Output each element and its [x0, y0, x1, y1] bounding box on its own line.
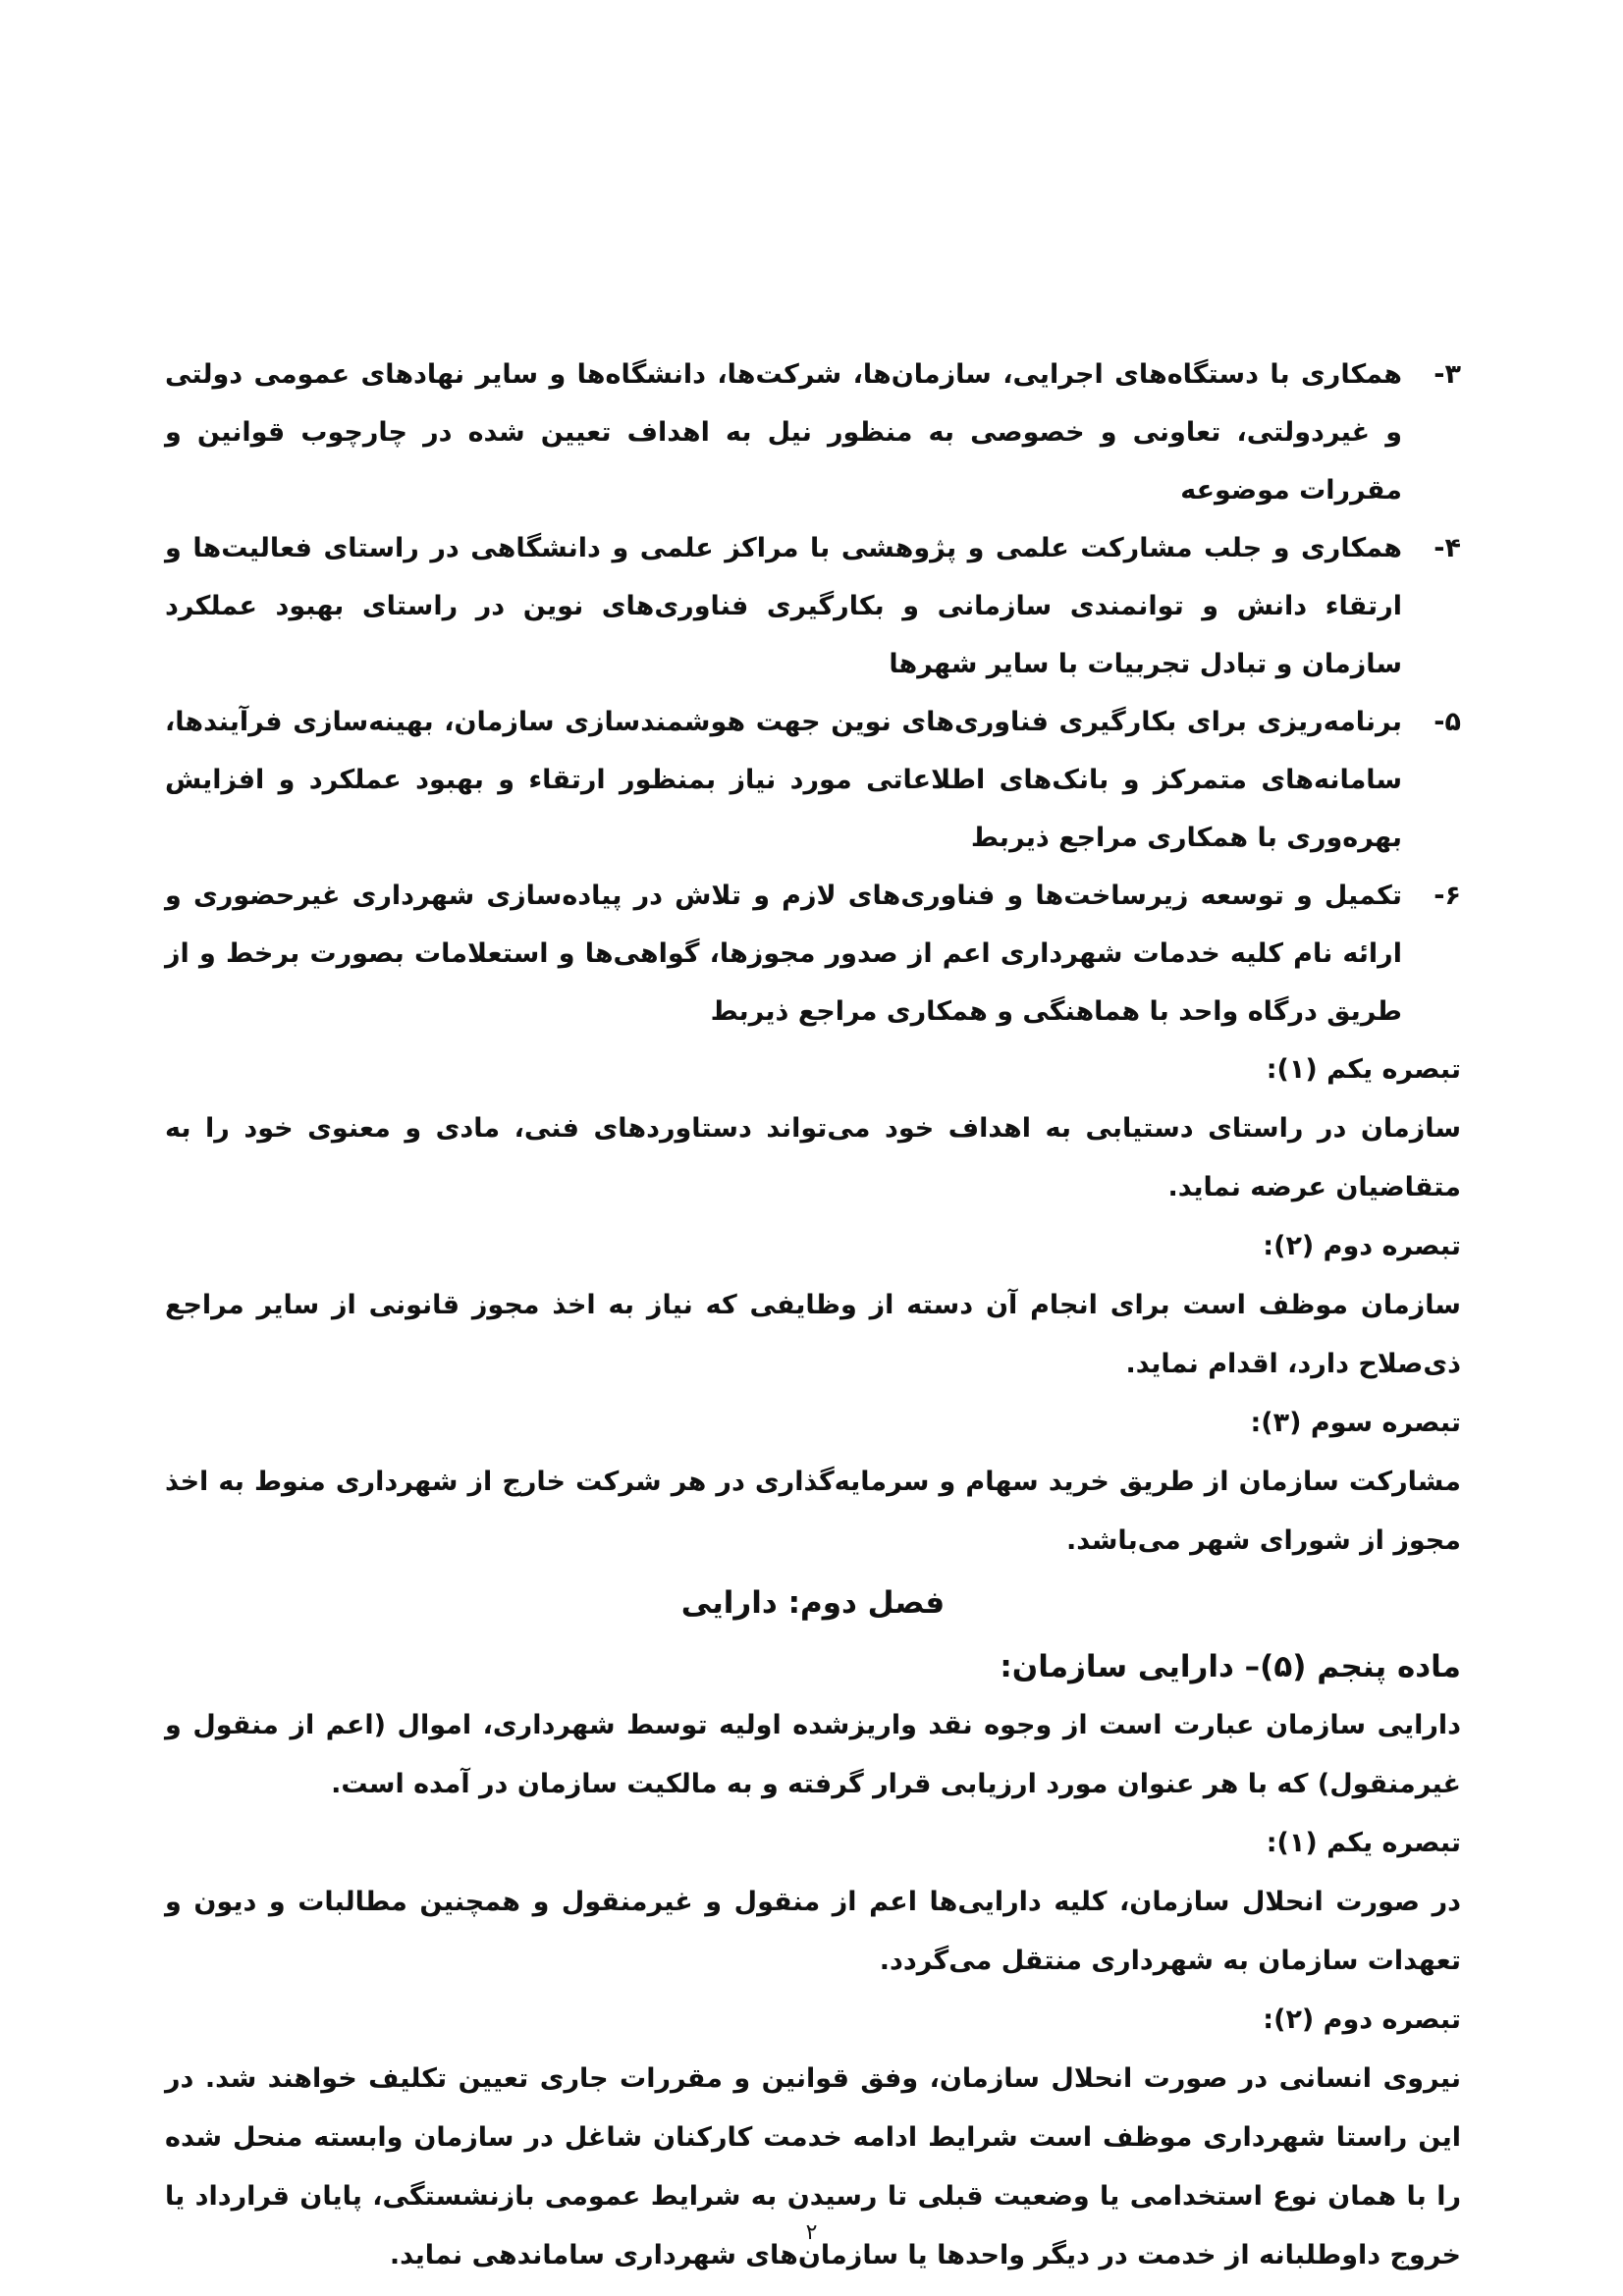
note-title: تبصره دوم (۲):	[1263, 2004, 1461, 2035]
list-item-number: ۴-	[1434, 533, 1461, 563]
note-text: سازمان در راستای دستیابی به اهداف خود می‌تواند دستاوردهای فنی، مادی و معنوی خود را به متقاضیان عرضه نماید.	[165, 1113, 1461, 1202]
article-title: ماده پنجم (۵)– دارایی سازمان:	[1000, 1649, 1461, 1684]
note-title: تبصره دوم (۲):	[1263, 1231, 1461, 1261]
list-item-number: ۳-	[1434, 359, 1461, 390]
list-item	[165, 519, 1461, 693]
list-item-text: همکاری و جلب مشارکت علمی و پژوهشی با مراکز علمی و دانشگاهی در راستای فعالیت‌ها و ارتقاء دانش و توانمندی سازمانی و بکارگیری فناوری‌های نوین در راستای بهبود عملکرد سازمان و تبادل تجربیات با سایر شهرها	[165, 533, 1402, 679]
list-item	[165, 693, 1461, 867]
chapter-title: فصل دوم: دارایی	[680, 1585, 946, 1621]
list-item	[165, 867, 1461, 1041]
note-text: سازمان موظف است برای انجام آن دسته از وظایفی که نیاز به اخذ مجوز قانونی از سایر مراجع ذی‌صلاح دارد، اقدام نماید.	[165, 1290, 1461, 1379]
list-item-text: همکاری با دستگاه‌های اجرایی، سازمان‌ها، شرکت‌ها، دانشگاه‌ها و سایر نهادهای عمومی دولتی و غیردولتی، تعاونی و خصوصی به منظور نیل به اهداف تعیین شده در چارچوب قوانین و مقررات موضوعه	[165, 359, 1402, 506]
article-text: دارایی سازمان عبارت است از وجوه نقد واریزشده اولیه توسط شهرداری، اموال (اعم از منقول و غیرمنقول) که با هر عنوان مورد ارزیابی قرار گرفته و به مالکیت سازمان در آمده است.	[165, 1710, 1461, 1799]
list-item-number: ۶-	[1434, 881, 1461, 911]
note-title: تبصره سوم (۳):	[1250, 1408, 1461, 1438]
list-item	[165, 346, 1461, 519]
document-page	[165, 346, 1461, 2285]
list-item-number: ۵-	[1434, 707, 1461, 737]
note-title: تبصره یکم (۱):	[1266, 1828, 1461, 1858]
note-text: مشارکت سازمان از طریق خرید سهام و سرمایه‌گذاری در هر شرکت خارج از شهرداری منوط به اخذ مجوز از شورای شهر می‌باشد.	[165, 1467, 1461, 1556]
page-number: ۲	[805, 2220, 818, 2245]
note-text: در صورت انحلال سازمان، کلیه دارایی‌ها اعم از منقول و غیرمنقول و همچنین مطالبات و دیون و تعهدات سازمان به شهرداری منتقل می‌گردد.	[165, 1887, 1461, 1976]
list-item-text: تکمیل و توسعه زیرساخت‌ها و فناوری‌های لازم و تلاش در پیاده‌سازی شهرداری غیرحضوری و ارائه نام کلیه خدمات شهرداری اعم از صدور مجوزها، گواهی‌ها و استعلامات بصورت برخط و از طریق درگاه واحد با هماهنگی و همکاری مراجع ذیربط	[165, 881, 1402, 1027]
list-item-text: برنامه‌ریزی برای بکارگیری فناوری‌های نوین جهت هوشمندسازی سازمان، بهینه‌سازی فرآیندها، سامانه‌های متمرکز و بانک‌های اطلاعاتی مورد نیاز بمنظور ارتقاء و بهبود عملکرد و افزایش بهره‌وری با همکاری مراجع ذیربط	[165, 707, 1402, 853]
note-text: نیروی انسانی در صورت انحلال سازمان، وفق قوانین و مقررات جاری تعیین تکلیف خواهند شد. در این راستا شهرداری موظف است شرایط ادامه خدمت کارکنان شاغل در سازمان وابسته منحل شده را با همان نوع استخدامی یا وضعیت قبلی تا رسیدن به شرایط عمومی بازنشستگی، پایان قرارداد یا خروج داوطلبانه از خدمت در دیگر واحدها یا سازمان‌های شهرداری ساماندهی نماید.	[165, 2063, 1461, 2270]
note-title: تبصره یکم (۱):	[1266, 1054, 1461, 1085]
